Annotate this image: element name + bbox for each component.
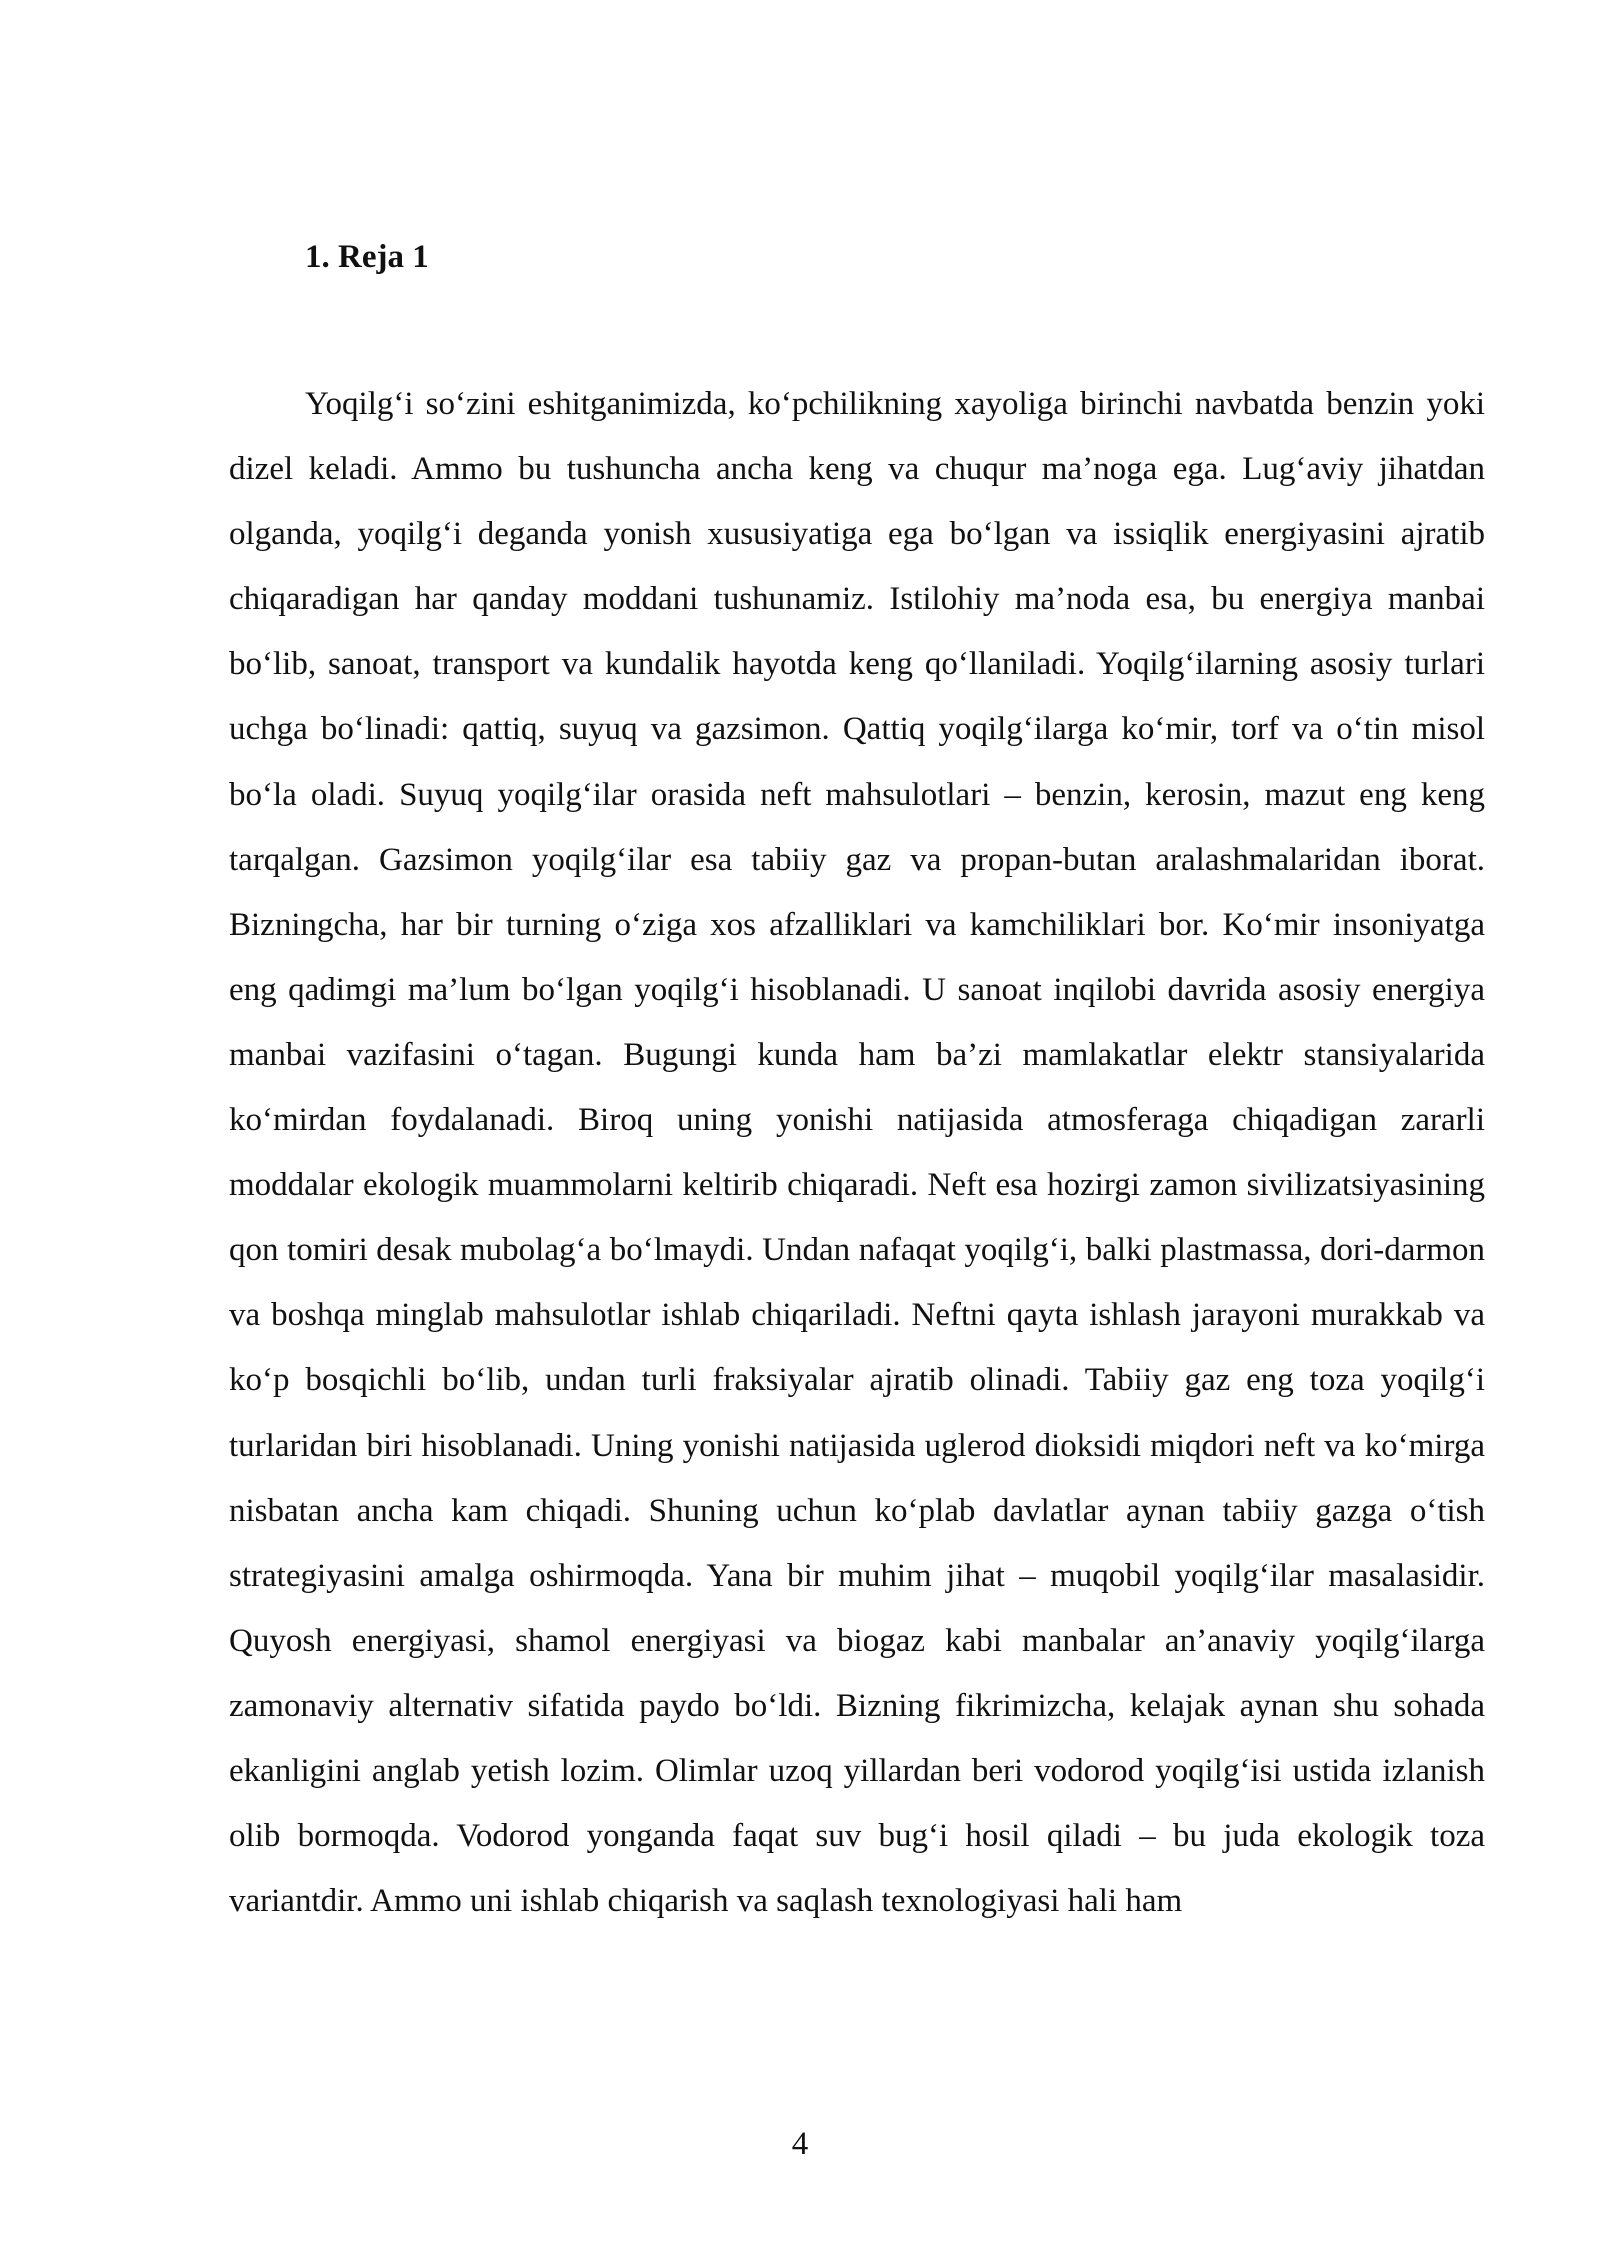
page-number: 4 bbox=[791, 2126, 809, 2162]
section-heading: 1. Reja 1 bbox=[305, 239, 429, 275]
body-paragraph: Yoqilg‘i so‘zini eshitganimizda, ko‘pchilikning xayoliga birinchi navbatda benzin yoki dizel keladi. Ammo bu tushuncha ancha keng va chuqur ma’noga ega. Lug‘aviy jihatdan olganda, yoqilg‘i deganda yonish xususiyatiga ega bo‘lgan va issiqlik energiyasini ajratib chiqaradigan har qanday moddani tushunamiz. Istilohiy ma’noda esa, bu energiya manbai bo‘lib, sanoat, transport va kundalik hayotda keng qo‘llaniladi. Yoqilg‘ilarning asosiy turlari uchga bo‘linadi: qattiq, suyuq va gazsimon. Qattiq yoqilg‘ilarga ko‘mir, torf va o‘tin misol bo‘la oladi. Suyuq yoqilg‘ilar orasida neft mahsulotlari – benzin, kerosin, mazut eng keng tarqalgan. Gazsimon yoqilg‘ilar esa tabiiy gaz va propan-butan aralashmalaridan iborat. Bizningcha, har bir turning o‘ziga xos afzalliklari va kamchiliklari bor. Ko‘mir insoniyatga eng qadimgi ma’lum bo‘lgan yoqilg‘i hisoblanadi. U sanoat inqilobi davrida asosiy energiya manbai vazifasini o‘tagan. Bugungi kunda ham ba’zi mamlakatlar elektr stansiyalarida ko‘mirdan foydalanadi. Biroq uning yonishi natijasida atmosferaga chiqadigan zararli moddalar ekologik muammolarni keltirib chiqaradi. Neft esa hozirgi zamon sivilizatsiyasining qon tomiri desak mubolag‘a bo‘lmaydi. Undan nafaqat yoqilg‘i, balki plastmassa, dori-darmon va boshqa minglab mahsulotlar ishlab chiqariladi. Neftni qayta ishlash jarayoni murakkab va ko‘p bosqichli bo‘lib, undan turli fraksiyalar ajratib olinadi. Tabiiy gaz eng toza yoqilg‘i turlaridan biri hisoblanadi. Uning yonishi natijasida uglerod dioksidi miqdori neft va ko‘mirga nisbatan ancha kam chiqadi. Shuning uchun ko‘plab davlatlar aynan tabiiy gazga o‘tish strategiyasini amalga oshirmoqda. Yana bir muhim jihat – muqobil yoqilg‘ilar masalasidir. Quyosh energiyasi, shamol energiyasi va biogaz kabi manbalar an’anaviy yoqilg‘ilarga zamonaviy alternativ sifatida paydo bo‘ldi. Bizning fikrimizcha, kelajak aynan shu sohada ekanligini anglab yetish lozim. Olimlar uzoq yillardan beri vodorod yoqilg‘isi ustida izlanish olib bormoqda. Vodorod yonganda faqat suv bug‘i hosil qiladi – bu juda ekologik toza variantdir. Ammo uni ishlab chiqarish va saqlash texnologiyasi hali ham bbox=[229, 386, 1485, 1920]
